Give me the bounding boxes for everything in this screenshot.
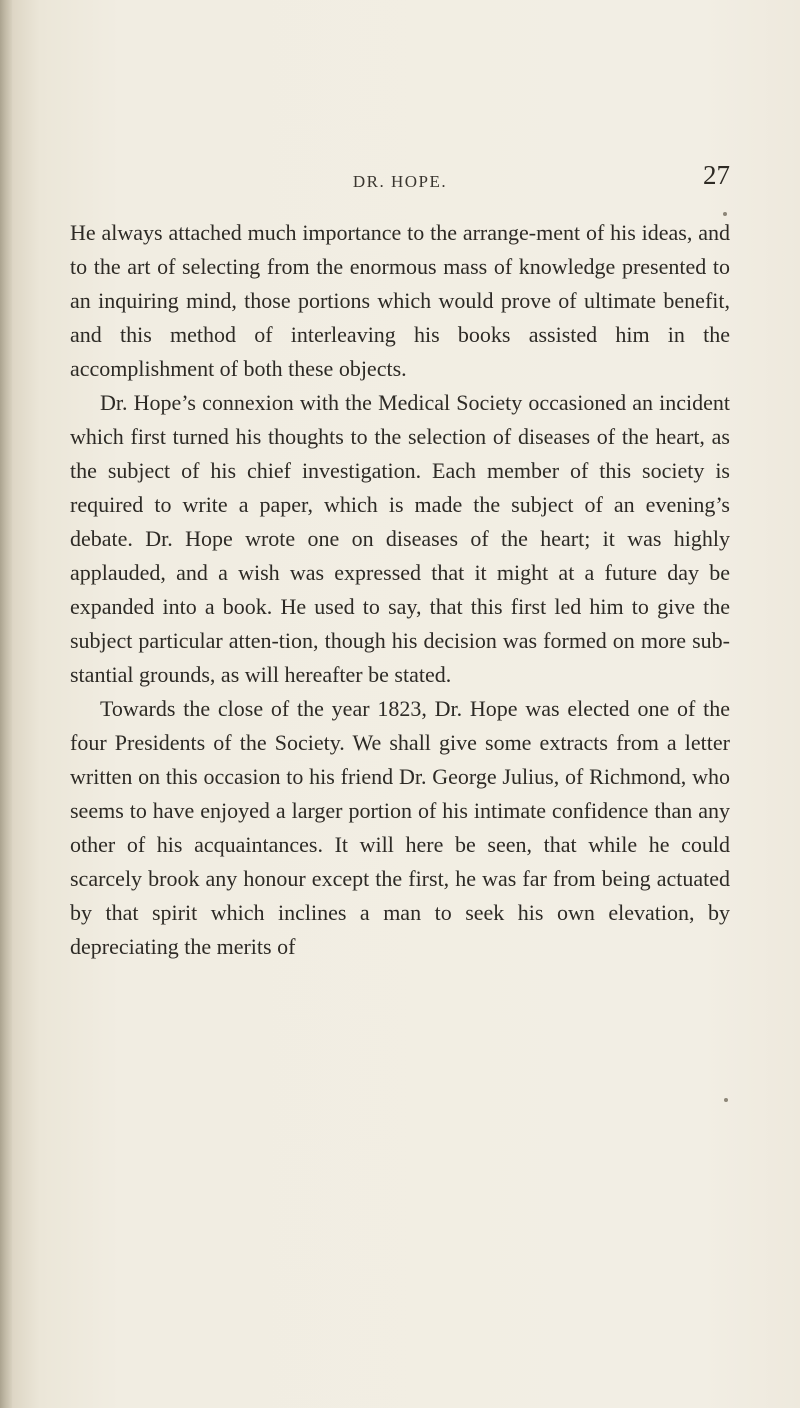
running-head [70,160,730,198]
ink-speck [724,1098,728,1102]
paragraph-1: He always attached much importance to the arrange-ment of his ideas, and to the art of selecting from the enormous mass of knowledge presented to an inquiring mind, those portions which would prove of ultimate benefit, and this method of interleaving his books assisted him in the accomplishment of both these objects. [70,220,730,381]
paragraph-2: Dr. Hope’s connexion with the Medical Society occasioned an incident which first turned his thoughts to the selection of diseases of the heart, as the subject of his chief investigation. Each member of this society is required to write a paper, which is made the subject of an evening’s debate. Dr. Hope wrote one on diseases of the heart; it was highly applauded, and a wish was expressed that it might at a future day be expanded into a book. He used to say, that this first led him to give the subject particular atten-tion, though his decision was formed on more sub-stantial grounds, as will hereafter be stated. [70,390,730,687]
ink-speck [723,212,727,216]
paragraph-3: Towards the close of the year 1823, Dr. Hope was elected one of the four Presidents of the Society. We shall give some extracts from a letter written on this occasion to his friend Dr. George Julius, of Richmond, who seems to have enjoyed a larger portion of his intimate confidence than any other of his acquaintances. It will here be seen, that while he could scarcely brook any honour except the first, he was far from being actuated by that spirit which inclines a man to seek his own elevation, by depreciating the merits of [70,696,730,959]
body-text [70,216,730,964]
running-head-title: DR. HOPE. [352,172,448,191]
page-number: 27 [703,160,730,190]
page-binding-edge [0,0,12,1408]
